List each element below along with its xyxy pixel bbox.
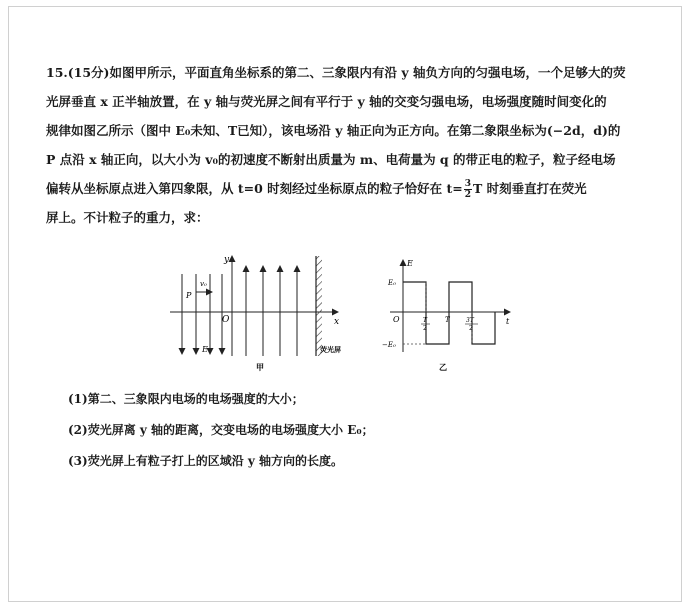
problem-statement (46, 58, 646, 232)
e0-label: E₀ (388, 279, 396, 287)
time-fraction-num: 3 (464, 179, 472, 189)
velocity-label: v₀ (200, 280, 207, 288)
problem-line-1: 15.(15分)如图甲所示，平面直角坐标系的第二、三象限内有沿 y 轴负方向的匀强电场，一个足够大的荧 (46, 65, 626, 80)
tick-3half-t-den: 2 (469, 325, 473, 332)
fig-a-caption: 甲 (256, 362, 264, 372)
question-3: (3)荧光屏上有粒子打上的区域沿 y 轴方向的长度。 (68, 454, 344, 468)
question-2: (2)荧光屏离 y 轴的距离，交变电场的电场强度大小 E₀； (68, 423, 374, 437)
figures-svg (160, 252, 540, 377)
question-1: (1)第二、三象限内电场的电场强度的大小； (68, 392, 304, 406)
neg-e0-label: −E₀ (382, 341, 396, 349)
fig-b-origin: O (393, 315, 400, 324)
tick-half-t-den: 2 (423, 325, 427, 332)
fig-b-e-label: E (407, 259, 413, 268)
figure-a (170, 255, 341, 372)
figure-b (382, 259, 510, 372)
questions (68, 384, 628, 477)
problem-line-5 (46, 174, 646, 203)
figures (160, 252, 540, 377)
problem-line-5-start: 偏转从坐标原点进入第四象限，从 t=0 时刻经过坐标原点的粒子恰好在 t= (46, 181, 463, 196)
problem-line-5-end: T 时刻垂直打在荧光 (473, 181, 587, 196)
square-wave (403, 282, 495, 344)
screen-hatch (316, 256, 322, 356)
fig-b-t-label: t (506, 317, 510, 326)
tick-half-t-num: T (423, 317, 428, 324)
fig-b-caption: 乙 (439, 362, 447, 372)
field-e-label: E (202, 345, 208, 354)
time-fraction-den: 2 (464, 190, 472, 200)
tick-3half-t-num: 3T (466, 317, 474, 324)
tick-t: T (445, 316, 450, 324)
fig-a-y-label: y (224, 255, 230, 265)
fig-a-origin: O (222, 315, 230, 325)
screen-label: 荧光屏 (320, 345, 341, 354)
problem-line-3: 规律如图乙所示（图中 E₀未知、T已知），该电场沿 y 轴正向为正方向。在第二象限坐标为(−2d，d)的 (46, 123, 621, 138)
fig-a-x-label: x (334, 317, 340, 327)
problem-line-6: 屏上。不计粒子的重力，求： (46, 210, 209, 225)
problem-line-2: 光屏垂直 x 正半轴放置，在 y 轴与荧光屏之间有平行于 y 轴的交变匀强电场，电场强度随时间变化的 (46, 94, 607, 109)
point-p-label: P (186, 291, 192, 300)
time-fraction (464, 179, 472, 200)
problem-line-4: P 点沿 x 轴正向，以大小为 v₀的初速度不断射出质量为 m、电荷量为 q 的带正电的粒子，粒子经电场 (46, 152, 616, 167)
